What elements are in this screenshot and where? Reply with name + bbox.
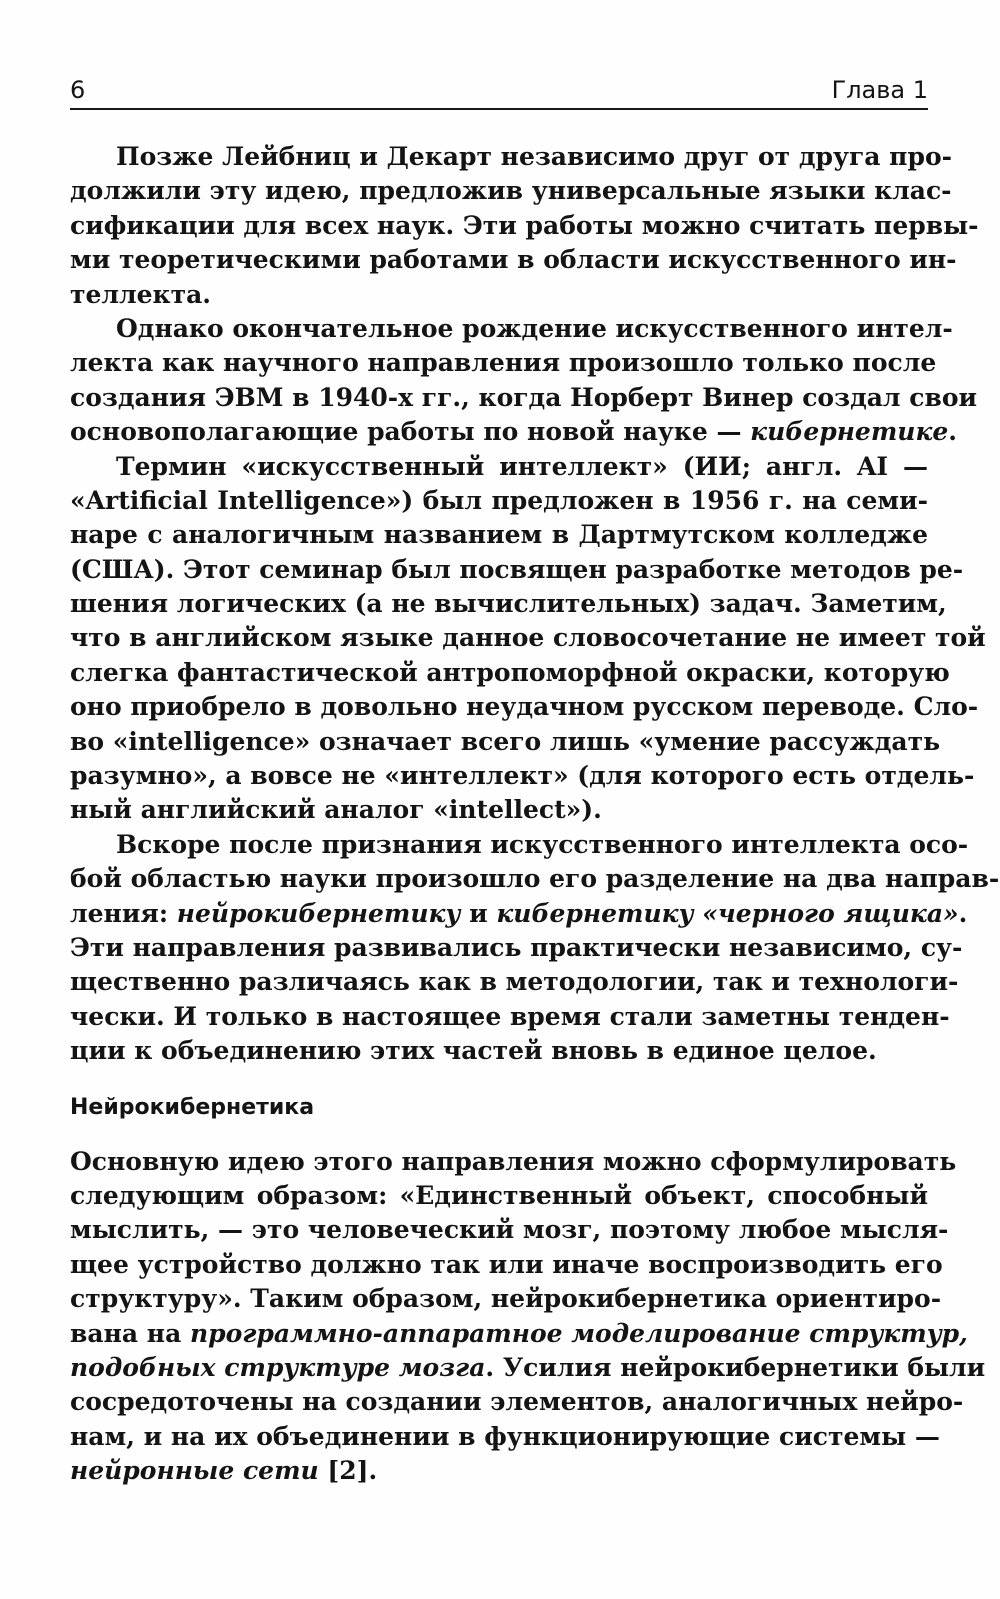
text-line	[70, 1145, 957, 1179]
text-segment: должили эту идею, предложив универсальные языки клас-	[70, 176, 952, 206]
text-segment: структуру». Таким образом, нейрокибернетика ориентиро-	[70, 1284, 942, 1314]
text-segment: что в английском языке данное словосочетание не имеет той	[70, 623, 986, 653]
text-segment: ления:	[70, 898, 177, 928]
text-segment: теллекта.	[70, 279, 212, 309]
text-segment: слегка фантастической антропоморфной окраски, которую	[70, 657, 950, 687]
page-number: 6	[70, 76, 86, 104]
text-segment: (США). Этот семинар был посвящен разработке методов ре-	[70, 554, 964, 584]
emphasis-text: нейронные сети	[70, 1456, 319, 1486]
text-line	[70, 656, 950, 690]
emphasis-text: кибернетике	[750, 417, 949, 447]
text-line	[70, 1000, 950, 1034]
text-line	[70, 965, 959, 999]
text-line	[70, 1420, 940, 1454]
text-line	[70, 312, 953, 346]
paragraph	[70, 1145, 986, 1489]
page-text	[70, 140, 1000, 1488]
running-head	[70, 74, 928, 110]
text-line	[70, 1351, 986, 1385]
text-line	[70, 1385, 964, 1419]
text-segment: наре с аналогичным названием в Дартмутском колледже	[70, 520, 928, 550]
text-segment: во «intelligence» означает всего лишь «умение рассуждать	[70, 726, 941, 756]
text-line	[70, 1213, 949, 1247]
text-line	[70, 450, 928, 484]
text-segment: основополагающие работы по новой науке —	[70, 417, 751, 447]
paragraph	[70, 312, 978, 450]
text-line	[70, 793, 928, 827]
text-segment: лекта как научного направления произошло только после	[70, 348, 937, 378]
text-segment: нам, и на их объединении в функционирующие системы —	[70, 1421, 940, 1451]
text-segment: .	[948, 417, 958, 447]
text-segment: сификации для всех наук. Эти работы можно считать первы-	[70, 210, 979, 240]
text-segment: ми теоретическими работами в области искусственного ин-	[70, 245, 957, 275]
text-line	[70, 862, 1000, 896]
text-line	[70, 621, 986, 655]
text-segment: бой областью науки произошло его разделение на два направ-	[70, 864, 1000, 894]
text-segment: создания ЭВМ в 1940-х гг., когда Норберт Винер создал свои	[70, 382, 978, 412]
text-segment: . Усилия нейрокибернетики были	[485, 1352, 986, 1382]
text-line	[70, 381, 978, 415]
text-line	[70, 897, 968, 931]
text-segment: Однако окончательное рождение искусственного интел-	[116, 313, 953, 343]
text-segment: ции к объединению этих частей вновь в единое целое.	[70, 1036, 877, 1066]
text-segment: и	[460, 898, 497, 928]
emphasis-text: программно-аппаратное моделирование структур,	[189, 1318, 968, 1348]
text-segment: оно приобрело в довольно неудачном русском переводе. Сло-	[70, 692, 979, 722]
text-line	[70, 209, 979, 243]
text-line	[70, 1282, 942, 1316]
chapter-label: Глава 1	[831, 76, 928, 104]
emphasis-text: нейрокибернетику	[176, 898, 461, 928]
text-line	[70, 759, 975, 793]
text-line	[70, 243, 957, 277]
intro-paragraphs	[70, 140, 1000, 1069]
text-line	[70, 931, 963, 965]
text-line	[70, 1179, 928, 1213]
text-line	[70, 518, 928, 552]
text-line	[70, 1317, 968, 1351]
text-segment: следующим образом: «Единственный объект, способный	[70, 1180, 928, 1210]
text-line	[70, 415, 958, 449]
text-line	[70, 553, 964, 587]
text-segment: Основную идею этого направления можно сформулировать	[70, 1146, 957, 1176]
section-heading: Нейрокибернетика	[70, 1094, 315, 1120]
text-segment: Вскоре после признания искусственного интеллекта осо-	[116, 829, 969, 859]
emphasis-text: подобных структуре мозга	[70, 1352, 486, 1382]
text-line	[70, 690, 979, 724]
text-line	[70, 587, 947, 621]
text-segment: [2].	[318, 1456, 378, 1486]
text-segment: ный английский аналог «intellect»).	[70, 795, 602, 825]
text-line	[70, 346, 937, 380]
text-segment: Позже Лейбниц и Декарт независимо друг от друга про-	[116, 142, 953, 171]
paragraph	[70, 828, 1000, 1069]
text-segment: чески. И только в настоящее время стали заметны тенден-	[70, 1001, 950, 1031]
text-segment: вана на	[70, 1318, 190, 1348]
text-segment: Термин «искусственный интеллект» (ИИ; англ. AI —	[116, 451, 928, 481]
text-segment: «Artificial Intelligence») был предложен в 1956 г. на семи-	[70, 485, 928, 515]
emphasis-text: кибернетику «черного ящика»	[496, 898, 959, 928]
text-line	[70, 278, 928, 312]
text-segment: .	[958, 898, 968, 928]
text-segment: мыслить, — это человеческий мозг, поэтому любое мысля-	[70, 1215, 949, 1245]
text-line	[70, 1034, 928, 1068]
section-body	[70, 1145, 986, 1489]
text-segment: сосредоточены на создании элементов, аналогичных нейро-	[70, 1387, 964, 1417]
text-segment: шения логических (а не вычислительных) задач. Заметим,	[70, 589, 947, 619]
paragraph	[70, 140, 979, 312]
text-segment: щественно различаясь как в методологии, так и технологи-	[70, 967, 959, 997]
text-line	[70, 484, 928, 518]
paragraph	[70, 450, 986, 828]
text-line	[70, 725, 941, 759]
text-segment: щее устройство должно так или иначе воспроизводить его	[70, 1249, 943, 1279]
text-line	[70, 1454, 928, 1488]
text-segment: разумно», а вовсе не «интеллект» (для которого есть отдель-	[70, 761, 975, 791]
text-segment: Эти направления развивались практически независимо, су-	[70, 932, 963, 962]
text-line	[70, 174, 952, 208]
text-line	[70, 828, 969, 862]
text-line	[70, 140, 953, 174]
text-line	[70, 1248, 943, 1282]
